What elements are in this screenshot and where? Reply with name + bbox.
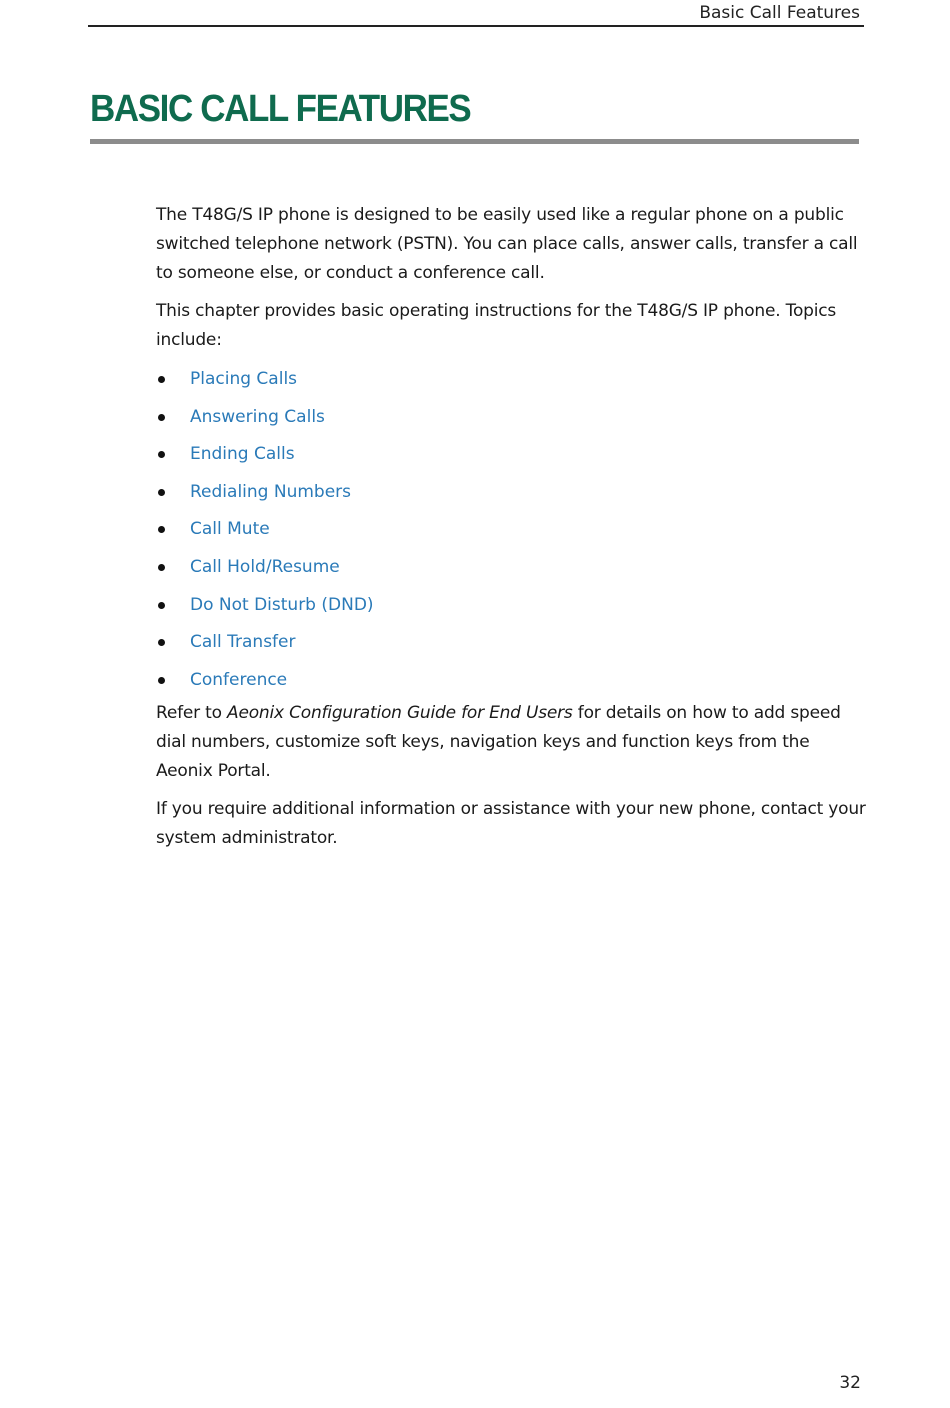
topic-item (156, 590, 868, 628)
topic-link-conference[interactable]: Conference (190, 669, 288, 690)
bullet-icon (158, 639, 165, 646)
topic-link-call-transfer[interactable]: Call Transfer (190, 632, 296, 653)
intro-paragraph: The T48G/S IP phone is designed to be easily used like a regular phone on a public switched telephone network (PSTN). You can place calls, answer calls, transfer a call to someone else, or conduct a conference call. (156, 205, 858, 283)
topic-item (156, 439, 868, 477)
topic-link-call-hold-resume[interactable]: Call Hold/Resume (190, 556, 340, 577)
refer-prefix: Refer to (156, 703, 228, 724)
chapter-title: BASIC CALL FEATURES (90, 88, 471, 130)
topics-list (156, 364, 868, 702)
refer-paragraph (156, 699, 868, 786)
bullet-icon (158, 376, 165, 383)
topic-item (156, 402, 868, 440)
topic-link-ending-calls[interactable]: Ending Calls (190, 444, 295, 465)
topic-link-answering-calls[interactable]: Answering Calls (190, 406, 325, 427)
topic-link-do-not-disturb[interactable]: Do Not Disturb (DND) (190, 594, 374, 615)
topic-item (156, 665, 868, 703)
refer-suffix: for details on how to add speed dial numbers, customize soft keys, navigation keys and function keys from the Aeonix Portal. (156, 703, 841, 782)
chapter-body (156, 201, 868, 862)
topic-item (156, 364, 868, 402)
assist-paragraph: If you require additional information or assistance with your new phone, contact your system administrator. (156, 799, 866, 849)
bullet-icon (158, 677, 165, 684)
bullet-icon (158, 602, 165, 609)
title-rule (90, 139, 859, 144)
topic-item (156, 477, 868, 515)
bullet-icon (158, 451, 165, 458)
topic-item (156, 552, 868, 590)
topic-link-redialing-numbers[interactable]: Redialing Numbers (190, 481, 352, 502)
bullet-icon (158, 526, 165, 533)
topics-intro-paragraph: This chapter provides basic operating instructions for the T48G/S IP phone. Topics include: (156, 301, 837, 350)
topic-link-call-mute[interactable]: Call Mute (190, 519, 270, 540)
topic-link-placing-calls[interactable]: Placing Calls (190, 369, 298, 389)
page-number: 32 (839, 1373, 861, 1393)
guide-title: Aeonix Configuration Guide for End Users (227, 703, 573, 724)
bullet-icon (158, 564, 165, 571)
running-header-title: Basic Call Features (699, 3, 860, 23)
bullet-icon (158, 489, 165, 496)
running-header (88, 0, 864, 27)
topic-item (156, 627, 868, 665)
topic-item (156, 514, 868, 552)
bullet-icon (158, 414, 165, 421)
